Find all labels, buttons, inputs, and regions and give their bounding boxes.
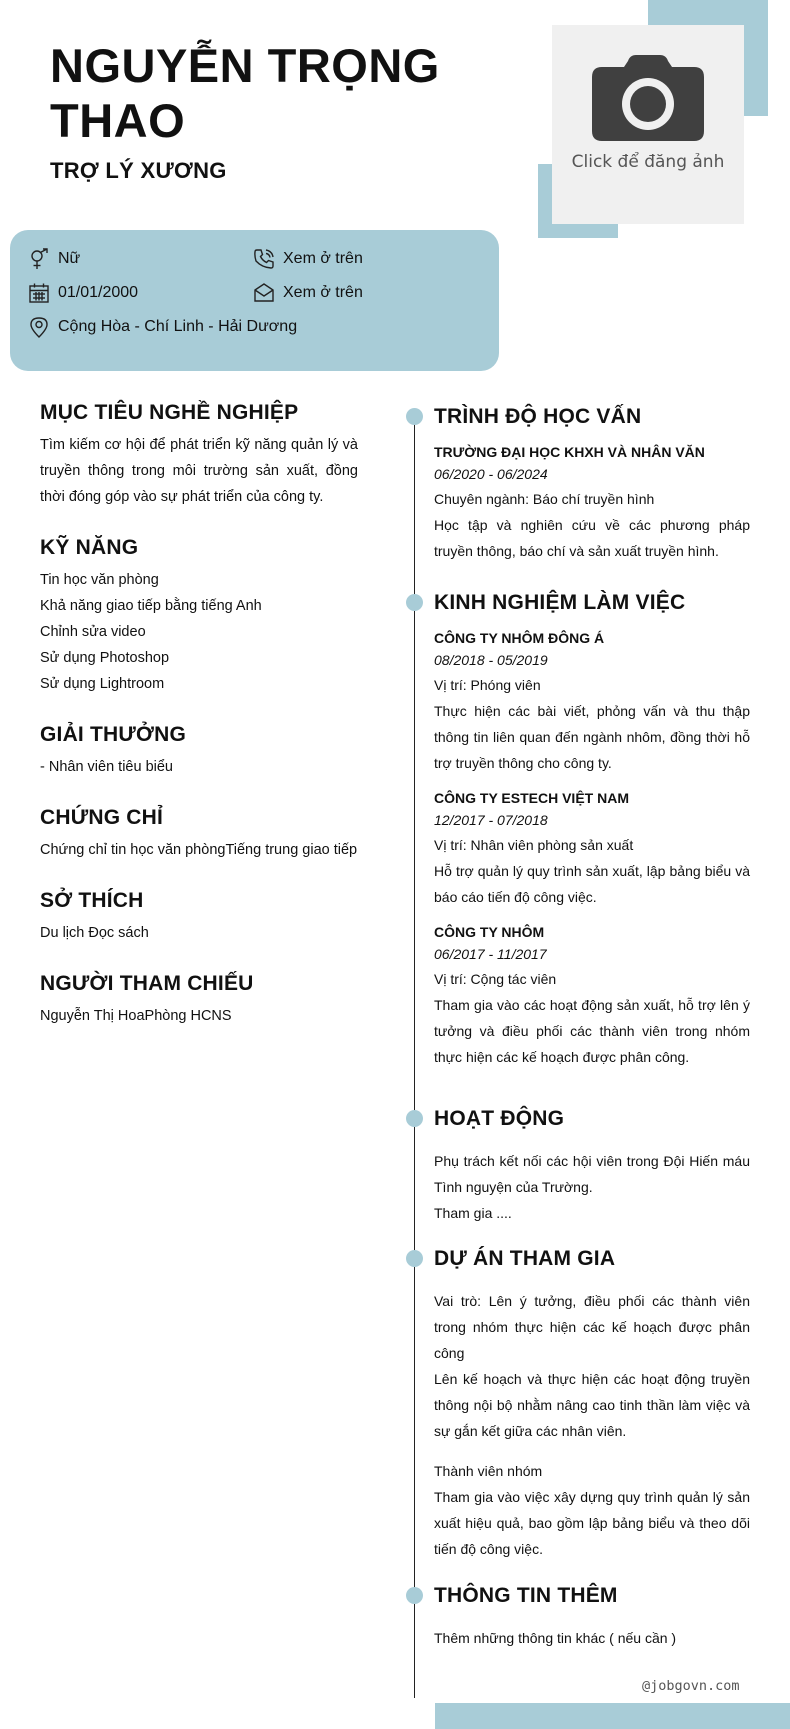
contact-gender <box>28 248 80 270</box>
list-item: Sử dụng Photoshop <box>40 650 170 666</box>
hobbies-title: SỞ THÍCH <box>40 889 144 912</box>
project-entry <box>434 1458 750 1562</box>
contact-birthdate <box>28 282 138 304</box>
objective-title: MỤC TIÊU NGHỀ NGHIỆP <box>40 401 299 424</box>
additional-info-section <box>434 1583 750 1651</box>
skills-list <box>40 567 358 697</box>
phone-icon <box>253 248 275 270</box>
email-icon <box>253 282 275 304</box>
timeline-dot <box>406 1250 423 1267</box>
education-title: TRÌNH ĐỘ HỌC VẤN <box>434 405 642 428</box>
hobbies-text: Du lịch Đọc sách <box>40 925 149 941</box>
contact-email <box>253 282 363 304</box>
activity-line: Tham gia .... <box>434 1205 512 1221</box>
timeline-dot <box>406 594 423 611</box>
activity-line: Phụ trách kết nối các hội viên trong Đội Hiến máu Tình nguyện của Trường. <box>434 1153 750 1195</box>
job-entry <box>434 922 750 1070</box>
job-position: Vị trí: Nhân viên phòng sản xuất <box>434 837 634 853</box>
project-entry <box>434 1288 750 1444</box>
timeline-dot <box>406 408 423 425</box>
certificates-text: Chứng chỉ tin học văn phòngTiếng trung giao tiếp <box>40 842 358 858</box>
job-position: Vị trí: Cộng tác viên <box>434 971 557 987</box>
location-pin-icon <box>28 316 50 338</box>
list-item: Chỉnh sửa video <box>40 624 146 640</box>
job-dates: 12/2017 - 07/2018 <box>434 812 548 828</box>
address-value: Cộng Hòa - Chí Linh - Hải Dương <box>58 318 298 335</box>
photo-caption: Click để đăng ảnh <box>571 152 725 172</box>
project-role: Thành viên nhóm <box>434 1463 543 1479</box>
awards-text: - Nhân viên tiêu biểu <box>40 759 173 775</box>
job-description: Thực hiện các bài viết, phỏng vấn và thu thập thông tin liên quan đến ngành nhôm, đồng thời hỗ trợ truyền thông cho công ty. <box>434 703 750 771</box>
experience-title: KINH NGHIỆM LÀM VIỆC <box>434 591 686 614</box>
birthdate-value: 01/01/2000 <box>58 284 139 301</box>
contact-info-box <box>10 230 499 371</box>
job-dates: 08/2018 - 05/2019 <box>434 652 548 668</box>
project-role: Vai trò: Lên ý tưởng, điều phối các thành viên trong nhóm thực hiện các kế hoạch được phân công <box>434 1293 750 1361</box>
project-description: Lên kế hoạch và thực hiện các hoạt động truyền thông nội bộ nhằm nâng cao tinh thần làm việc và sự gắn kết giữa các nhân viên. <box>434 1371 750 1439</box>
watermark: @jobgovn.com <box>642 1678 740 1694</box>
list-item: Sử dụng Lightroom <box>40 676 165 692</box>
certificates-title: CHỨNG CHỈ <box>40 806 164 829</box>
references-title: NGƯỜI THAM CHIẾU <box>40 972 254 995</box>
education-section <box>434 404 750 564</box>
skills-section <box>40 535 358 697</box>
contact-phone <box>253 248 363 270</box>
school-name: TRƯỜNG ĐẠI HỌC KHXH VÀ NHÂN VĂN <box>434 444 705 460</box>
camera-icon <box>590 53 706 141</box>
gender-icon <box>28 248 50 270</box>
job-title: TRỢ LÝ XƯƠNG <box>50 158 227 183</box>
project-description: Tham gia vào việc xây dựng quy trình quản lý sản xuất hiệu quả, bao gồm lập bảng biểu và theo dõi tiến độ công việc. <box>434 1489 750 1557</box>
job-description: Tham gia vào các hoạt động sản xuất, hỗ trợ lên ý tưởng và điều phối các thành viên trong nhóm thực hiện các kế hoạch được phân công. <box>434 997 750 1065</box>
references-section <box>40 971 358 1029</box>
list-item: Tin học văn phòng <box>40 572 159 588</box>
projects-title: DỰ ÁN THAM GIA <box>434 1247 616 1270</box>
skills-title: KỸ NĂNG <box>40 536 139 559</box>
references-text: Nguyễn Thị HoaPhòng HCNS <box>40 1008 232 1024</box>
timeline-dot <box>406 1110 423 1127</box>
job-description: Hỗ trợ quản lý quy trình sản xuất, lập bảng biểu và báo cáo tiến độ công việc. <box>434 863 750 905</box>
activities-title: HOẠT ĐỘNG <box>434 1107 565 1130</box>
photo-upload-button[interactable] <box>552 25 744 224</box>
phone-value: Xem ở trên <box>283 250 363 267</box>
calendar-icon <box>28 282 50 304</box>
objective-text: Tìm kiếm cơ hội để phát triển kỹ năng quản lý và truyền thông trong môi trường sản xuất, đồng thời đóng góp vào sự phát triển của công ty. <box>40 437 358 505</box>
gender-value: Nữ <box>58 250 81 267</box>
additional-info-text: Thêm những thông tin khác ( nếu cần ) <box>434 1630 677 1646</box>
contact-address <box>28 316 297 338</box>
email-value: Xem ở trên <box>283 284 363 301</box>
awards-section <box>40 722 358 780</box>
education-dates: 06/2020 - 06/2024 <box>434 466 548 482</box>
job-dates: 06/2017 - 11/2017 <box>434 946 547 962</box>
job-entry <box>434 628 750 776</box>
company-name: CÔNG TY NHÔM ĐÔNG Á <box>434 630 605 646</box>
list-item: Khả năng giao tiếp bằng tiếng Anh <box>40 598 262 614</box>
projects-section <box>434 1246 750 1562</box>
decorative-block-bottom <box>435 1703 790 1729</box>
hobbies-section <box>40 888 358 946</box>
candidate-name: NGUYỄN TRỌNG THAO <box>50 39 440 147</box>
company-name: CÔNG TY ESTECH VIỆT NAM <box>434 790 629 806</box>
experience-section <box>434 590 750 1082</box>
education-description: Học tập và nghiên cứu về các phương pháp truyền thông, báo chí và sản xuất truyền hình. <box>434 517 750 559</box>
job-entry <box>434 788 750 910</box>
company-name: CÔNG TY NHÔM <box>434 924 545 940</box>
awards-title: GIẢI THƯỞNG <box>40 723 187 746</box>
education-major: Chuyên ngành: Báo chí truyền hình <box>434 491 655 507</box>
timeline-dot <box>406 1587 423 1604</box>
objective-section <box>40 400 358 510</box>
activities-section <box>434 1106 750 1226</box>
left-column <box>40 400 358 1054</box>
additional-info-title: THÔNG TIN THÊM <box>434 1584 618 1607</box>
job-position: Vị trí: Phóng viên <box>434 677 541 693</box>
certificates-section <box>40 805 358 863</box>
